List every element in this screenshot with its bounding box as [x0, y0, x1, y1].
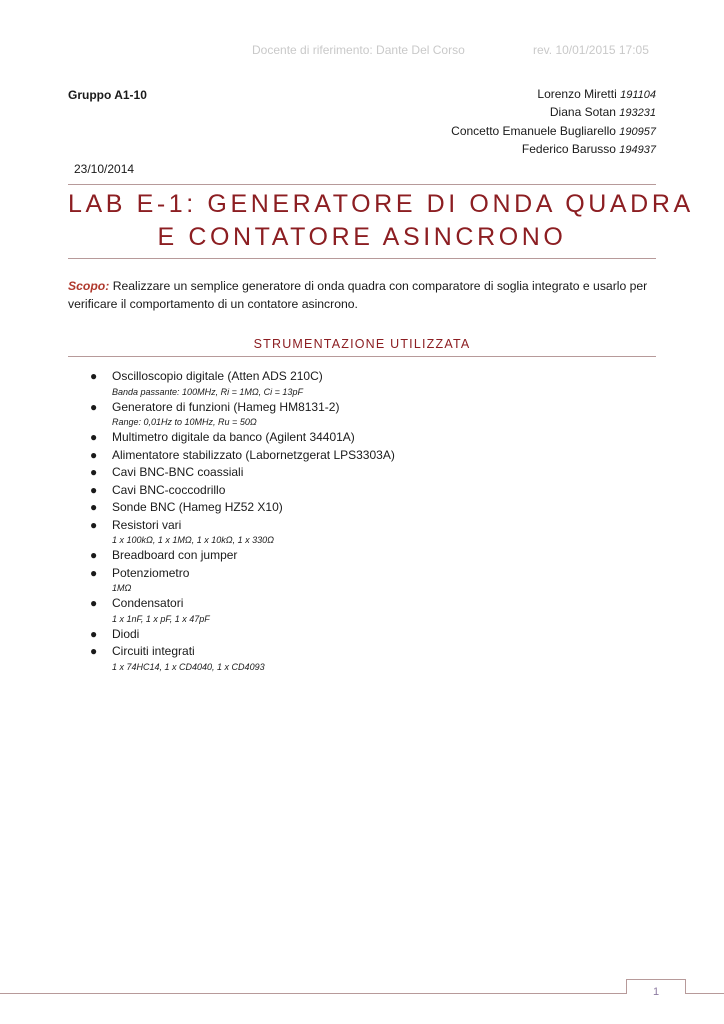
- bullet-icon: ●: [90, 644, 98, 658]
- instrument-label: Breadboard con jumper: [112, 548, 238, 562]
- author-list: [451, 86, 656, 159]
- title-line-1: LAB E-1: GENERATORE DI ONDA QUADRA: [68, 190, 694, 218]
- list-item: [90, 517, 650, 548]
- scope-text: Realizzare un semplice generatore di onda quadra con comparatore di soglia integrato e usarlo per verificare il comportamento di un contatore asincrono.: [68, 279, 648, 311]
- author-name: Lorenzo Miretti: [537, 87, 617, 101]
- list-item: [90, 595, 650, 626]
- bullet-icon: ●: [90, 482, 98, 497]
- instrument-detail: 1 x 100kΩ, 1 x 1MΩ, 1 x 10kΩ, 1 x 330Ω: [112, 535, 274, 545]
- instrument-label: Alimentatore stabilizzato (Labornetzgerat LPS3303A): [112, 447, 395, 462]
- bullet-icon: ●: [90, 596, 98, 610]
- bullet-icon: ●: [90, 447, 98, 462]
- instrument-label: Cavi BNC-BNC coassiali: [112, 465, 244, 479]
- title-top-rule: [68, 184, 656, 185]
- instrument-label: Oscilloscopio digitale (Atten ADS 210C): [112, 369, 323, 383]
- instrument-detail: Banda passante: 100MHz, Ri = 1MΩ, Ci = 13pF: [112, 386, 303, 397]
- list-item: [90, 643, 650, 674]
- instrument-label: Diodi: [112, 626, 140, 641]
- author-id: 193231: [619, 107, 656, 120]
- instrument-detail: Range: 0,01Hz to 10MHz, Ru = 50Ω: [112, 417, 257, 427]
- bullet-icon: ●: [90, 465, 98, 479]
- bullet-icon: ●: [90, 626, 98, 641]
- bullet-icon: ●: [90, 565, 98, 580]
- section-title: STRUMENTAZIONE UTILIZZATA: [253, 337, 471, 351]
- document-date: 23/10/2014: [74, 162, 135, 176]
- bullet-icon: ●: [90, 369, 98, 383]
- instrument-detail: 1MΩ: [112, 583, 132, 593]
- footer-rule: [0, 993, 724, 994]
- instrument-detail: 1 x 1nF, 1 x pF, 1 x 47pF: [112, 613, 210, 624]
- author-line: [451, 86, 656, 104]
- bullet-icon: ●: [90, 548, 98, 562]
- author-id: 190957: [619, 125, 656, 138]
- author-name: Federico Barusso: [521, 141, 616, 156]
- author-line: [451, 141, 656, 159]
- instrument-label: Potenziometro: [112, 565, 190, 580]
- instrument-label: Multimetro digitale da banco (Agilent 34401A): [112, 430, 355, 444]
- author-line: [451, 104, 656, 122]
- bullet-icon: ●: [90, 517, 98, 532]
- instrument-label: Cavi BNC-coccodrillo: [112, 482, 226, 497]
- author-line: [451, 123, 656, 141]
- section-rule: [68, 356, 656, 357]
- list-item: [90, 626, 650, 644]
- header-revision: rev. 10/01/2015 17:05: [533, 43, 649, 57]
- bullet-icon: ●: [90, 430, 98, 444]
- list-item: [90, 547, 650, 565]
- instrument-label: Generatore di funzioni (Hameg HM8131-2): [112, 399, 340, 414]
- author-name: Diana Sotan: [549, 105, 616, 120]
- instrument-list: [90, 368, 650, 674]
- title-bottom-rule: [68, 258, 656, 259]
- list-item: [90, 399, 650, 430]
- group-label: Gruppo A1-10: [68, 88, 147, 102]
- list-item: [90, 429, 650, 447]
- instrument-label: Sonde BNC (Hameg HZ52 X10): [112, 500, 283, 514]
- instrument-label: Circuiti integrati: [112, 644, 195, 658]
- author-name: Concetto Emanuele Bugliarello: [451, 123, 616, 138]
- instrument-detail: 1 x 74HC14, 1 x CD4040, 1 x CD4093: [112, 661, 265, 672]
- bullet-icon: ●: [90, 500, 98, 514]
- page-number: 1: [626, 979, 686, 994]
- author-id: 194937: [619, 143, 656, 156]
- scope-paragraph: [68, 277, 658, 313]
- author-id: 191104: [620, 89, 656, 101]
- list-item: [90, 565, 650, 596]
- list-item: [90, 499, 650, 517]
- list-item: [90, 447, 650, 465]
- instrument-label: Resistori vari: [112, 517, 182, 532]
- title-line-2: E CONTATORE ASINCRONO: [157, 223, 567, 251]
- list-item: [90, 464, 650, 482]
- bullet-icon: ●: [90, 399, 98, 414]
- scope-label: Scopo:: [68, 279, 110, 293]
- list-item: [90, 482, 650, 500]
- document-title: [68, 188, 694, 254]
- instrument-label: Condensatori: [112, 596, 184, 610]
- list-item: [90, 368, 650, 399]
- header-teacher: Docente di riferimento: Dante Del Corso: [252, 43, 465, 57]
